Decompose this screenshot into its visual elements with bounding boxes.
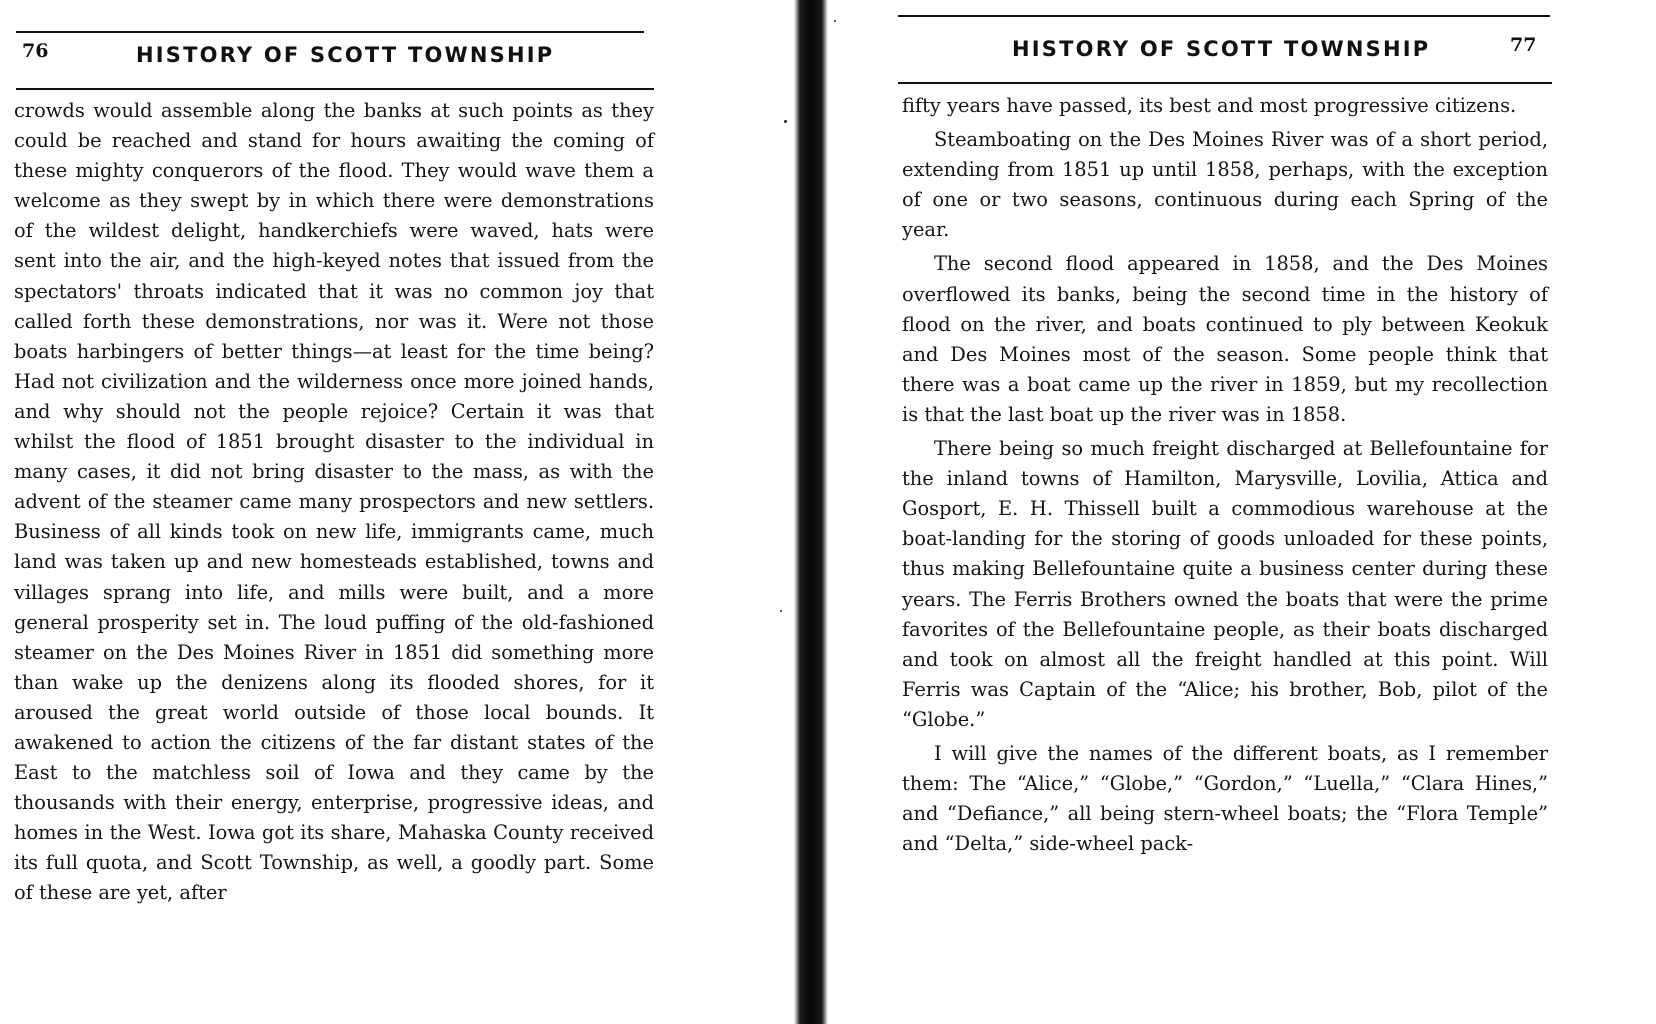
right-body-text <box>902 91 1548 859</box>
gutter-speck <box>784 120 787 123</box>
gutter-speck <box>834 20 836 22</box>
gutter-shadow <box>794 0 828 1024</box>
left-header-bottom-rule <box>16 88 654 90</box>
left-page <box>0 0 740 1024</box>
left-header-top-rule <box>16 31 644 33</box>
right-paragraph-3: The second flood appeared in 1858, and the Des Moines overflowed its banks, being the second time in the history of flood on the river, and boats continued to ply between Keokuk and Des Moines most of the season. Some people think that there was a boat came up the river in 1859, but my recollection is that the last boat up the river was in 1858. <box>902 252 1548 426</box>
right-paragraph-4: There being so much freight discharged at Bellefountaine for the inland towns of Hamilton, Marysville, Lovilia, Attica and Gosport, E. H. Thissell built a commodious warehouse at the boat-landing for the storing of goods unloaded for these points, thus making Bellefountaine quite a business center during these years. The Ferris Brothers owned the boats that were the prime favorites of the Bellefountaine people, as their boats discharged and took on almost all the freight handled at this point. Will Ferris was Captain of the “Alice; his brother, Bob, pilot of the “Globe.” <box>902 437 1548 731</box>
left-page-number: 76 <box>22 40 49 62</box>
right-page-number: 77 <box>1510 34 1537 56</box>
left-running-head: HISTORY OF SCOTT TOWNSHIP <box>136 43 555 67</box>
right-header-bottom-rule <box>898 82 1552 84</box>
right-paragraph-2: Steamboating on the Des Moines River was of a short period, extending from 1851 up until 1858, perhaps, with the exception of one or two seasons, continuous during each Spring of the year. <box>902 128 1548 242</box>
gutter-speck <box>780 610 782 612</box>
left-paragraph-1: crowds would assemble along the banks at such points as they could be reached and stand for hours awaiting the coming of these mighty conquerors of the flood. They would wave them a welcome as they swept by in which there were demonstrations of the wildest delight, handkerchiefs were waved, hats were sent into the air, and the high-keyed notes that issued from the spectators' throats indicated that it was no common joy that called forth these demonstrations, nor was it. Were not those boats harbingers of better things—at least for the time being? Had not civilization and the wilderness once more joined hands, and why should not the people rejoice? Certain it was that whilst the flood of 1851 brought disaster to the individual in many cases, it did not bring disaster to the mass, as with the advent of the steamer came many prospectors and new settlers. Business of all kinds took on new life, immigrants came, much land was taken up and new homesteads established, towns and villages sprang into life, and mills were built, and a more general prosperity set in. The loud puffing of the old-fashioned steamer on the Des Moines River in 1851 did something more than wake up the denizens along its flooded shores, for it aroused the great world outside of those local bounds. It awakened to action the citizens of the far distant states of the East to the matchless soil of Iowa and they came by the thousands with their energy, enterprise, progressive ideas, and homes in the West. Iowa got its share, Mahaska County received its full quota, and Scott Township, as well, a goodly part. Some of these are yet, after <box>14 99 654 905</box>
right-running-head: HISTORY OF SCOTT TOWNSHIP <box>1012 37 1431 61</box>
right-paragraph-5: I will give the names of the different boats, as I remember them: The “Alice,” “Globe,” “Gordon,” “Luella,” “Clara Hines,” and “Defiance,” all being stern-wheel boats; the “Flora Temple” and “Delta,” side-wheel pack- <box>902 741 1548 856</box>
right-paragraph-1: fifty years have passed, its best and most progressive citizens. <box>902 94 1517 117</box>
left-body-text <box>14 96 654 909</box>
right-header-top-rule <box>898 15 1550 17</box>
right-page <box>880 0 1656 1024</box>
book-gutter <box>744 0 880 1024</box>
